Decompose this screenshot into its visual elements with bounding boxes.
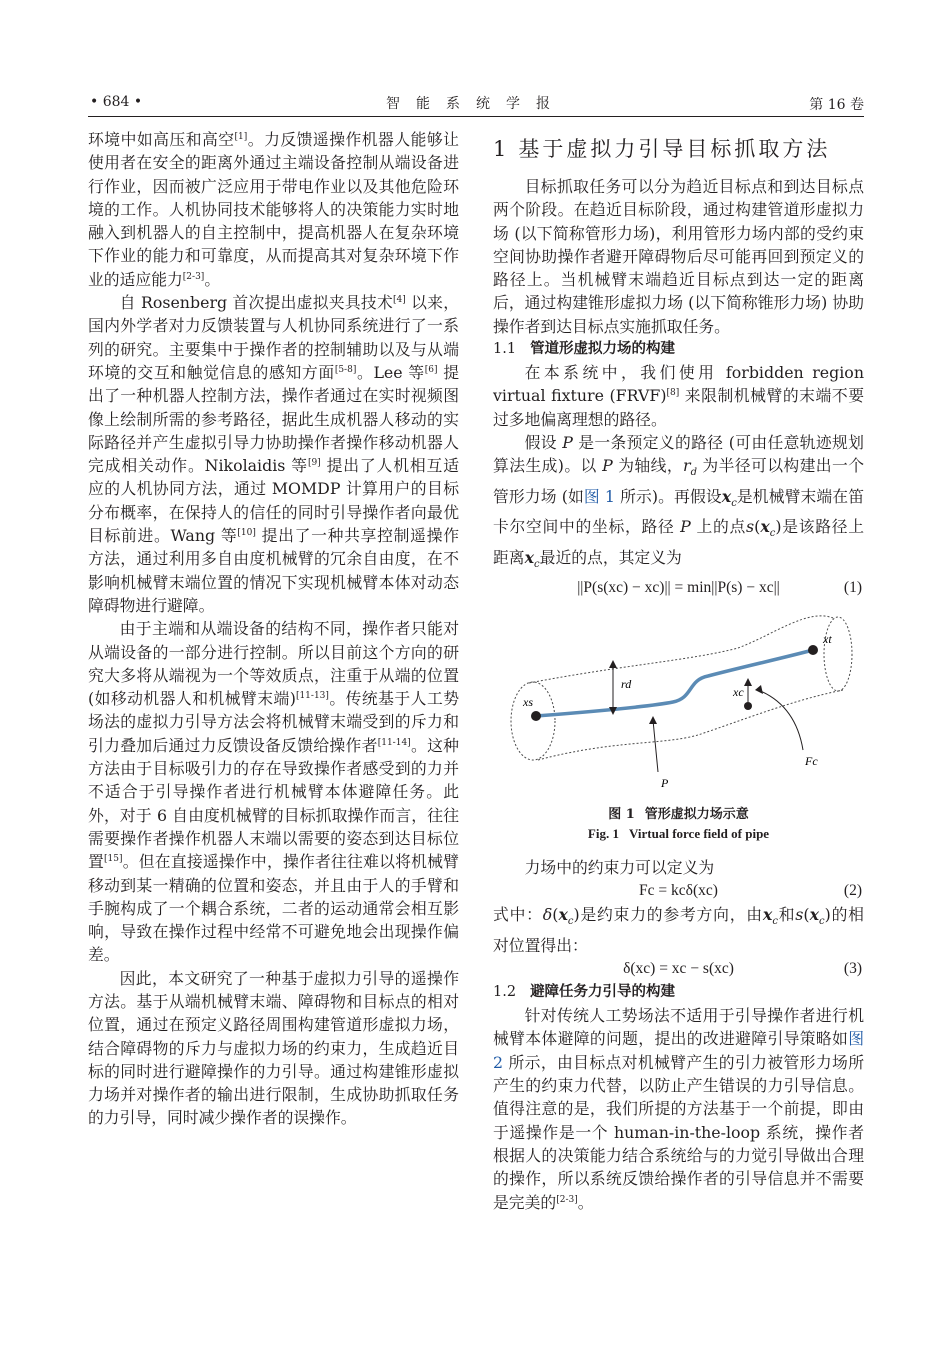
xt-label: xt <box>823 632 832 647</box>
avoidance-paragraph: 针对传统人工势场法不适用于引导操作者进行机械臂本体避障的问题，提出的改进避障引导策略如图 2 所示，由目标点对机械臂产生的引力被管形力场所产生的约束力代替，以防止产生错误的力引导信息。值得注意的是，我们所提的方法基于一个前提，即由于遥操作是一个 human-in-the-loop 系统，操作者根据人的决策能力结合系统给与的力觉引导做出合理的操作，所以系统反馈给操作者的引导信息并不需要是完美的[2-3]。 <box>493 1006 864 1212</box>
figure-link[interactable]: 图 1 <box>583 486 615 506</box>
citation[interactable]: [11-13] <box>295 691 329 702</box>
equation-3 <box>493 957 864 981</box>
paragraph-1: 环境中如高压和高空[1]。力反馈遥操作机器人能够让使用者在安全的距离外通过主端设备控制从端设备进行作业，因而被广泛应用于带电作业以及其他危险环境的工作。人机协同技术能够将人的决策能力实时地融入到机器人的自主控制中，提高机器人在复杂环境下作业的能力和可靠度，从而提高其对复杂环境下作业的适应能力[2-3]。 <box>88 130 459 289</box>
citation[interactable]: [10] <box>237 528 256 539</box>
pipe-force-field-diagram <box>493 610 864 805</box>
citation[interactable]: [6] <box>424 364 438 375</box>
citation[interactable]: [1] <box>234 132 248 142</box>
equation-1-body: ||P(s(xc) − xc)|| = min||P(s) − xc|| <box>577 579 780 597</box>
volume-label: 第 16 卷 <box>809 97 864 113</box>
tube-outline-lower <box>538 690 843 760</box>
section-heading: 1 基于虚拟力引导目标抓取方法 <box>493 137 831 161</box>
paragraph-3: 由于主端和从端设备的结构不同，操作者只能对从端设备的一部分进行控制。所以目前这个方向的研究大多将从端视为一个等效质点，注重于从端的位置 (如移动机器人和机械臂末端)[11-13]。传统基于人工势场法的虚拟力引导方法会将机械臂末端受到的斥力和引力叠加后通过力反馈设备反馈给操作者[11-14]。这种方法由于目标吸引力的存在导致操作者感受到的力并不适合于引导操作者进行机械臂本体避障任务。此外，对于 6 自由度机械臂的目标抓取操作而言，往往需要操作者操作机器人末端以需要的姿态到达目标位置[15]。但在直接遥操作中，操作者往往难以将机械臂移动到某一精确的位置和姿态，并且由于人的手臂和手腕构成了一个耦合系统，二者的运动通常会相互影响，导致在操作过程中经常不可避免地会出现操作偏差。 <box>88 619 459 965</box>
citation[interactable]: [15] <box>104 854 123 865</box>
citation[interactable]: [2-3] <box>182 271 205 282</box>
paragraph-4: 因此，本文研究了一种基于虚拟力引导的遥操作方法。基于从端机械臂末端、障碍物和目标点的相对位置，通过在预定义路径周围构建管道形虚拟力场，结合障碍物的斥力与虚拟力场的约束力，生成趋近目标的同时进行避障操作的力引导。通过构建锥形虚拟力场并对操作者的输出进行限制，生成协助抓取任务的力引导，同时减少操作者的误操作。 <box>88 968 459 1128</box>
constraint-force-paragraph: 力场中的约束力可以定义为 <box>524 858 715 878</box>
equation-3-body: δ(xc) = xc − s(xc) <box>623 960 734 978</box>
equation-2-number: (2) <box>843 882 862 900</box>
subsection-heading-1-1: 1.1 管道形虚拟力场的构建 <box>493 341 676 358</box>
xs-label: xs <box>523 695 533 710</box>
page-header <box>88 90 864 114</box>
equation-1 <box>493 576 864 600</box>
xc-label: xc <box>733 685 744 700</box>
xs-point <box>531 711 541 721</box>
figure-link[interactable]: 图 2 <box>493 1029 864 1072</box>
fc-label: Fc <box>805 754 818 769</box>
journal-name: 智能系统学报 <box>386 96 566 112</box>
equation-2 <box>493 879 864 903</box>
subsection-heading-1-2: 1.2 避障任务力引导的构建 <box>493 984 676 1001</box>
xt-point <box>808 645 818 655</box>
equation-2-body: Fc = kcδ(xc) <box>639 882 718 900</box>
figure-caption-en: Fig. 1 Virtual force field of pipe <box>587 826 770 842</box>
right-column <box>493 130 864 1214</box>
header-rule <box>88 116 864 117</box>
figure-1 <box>493 610 864 843</box>
citation[interactable]: [4] <box>393 295 406 306</box>
tube-outline <box>529 616 833 683</box>
equation-3-number: (3) <box>843 960 862 978</box>
path-curve <box>536 650 813 716</box>
section-intro-paragraph: 目标抓取任务可以分为趋近目标点和到达目标点两个阶段。在趋近目标阶段，通过构建管道形虚拟力场 (以下简称管形力场)，利用管形力场内部的受约束空间协助操作者避开障碍物后尽可能再回到预定义的路径上。当机械臂末端趋近目标点到达一定的距离后，通过构建锥形虚拟力场 (以下简称锥形力场) 协助操作者到达目标点实施抓取任务。 <box>493 177 864 336</box>
citation[interactable]: [11-14] <box>377 737 411 748</box>
left-column <box>88 128 459 1130</box>
equation-1-number: (1) <box>843 579 862 597</box>
path-definition-paragraph: 假设 P 是一条预定义的路径 (可由任意轨迹规划算法生成)。以 P 为轴线，$r_d$ 为半径可以构建出一个管形力场 (如图 1 所示)。再假设$x_c$是机械臂末端在笛卡尔空间中的坐标，路径 P 上的点$s(x_c)$是该路径上距离$x_c$最近的点，其定义为 <box>493 432 864 570</box>
tube-left-end <box>511 682 555 760</box>
page-number: • 684 • <box>90 94 143 110</box>
tube-right-end <box>824 617 852 691</box>
rd-label: rd <box>621 677 632 692</box>
citation[interactable]: [5-8] <box>334 364 357 375</box>
figure-caption-zh: 图 1 管形虚拟力场示意 <box>608 807 749 823</box>
delta-definition-paragraph: 式中：$\delta(x_c)$是约束力的参考方向，由$x_c$和$s(x_c)$的相对位置得出： <box>493 905 864 955</box>
paragraph-2: 自 Rosenberg 首次提出虚拟夹具技术[4] 以来，国内外学者对力反馈装置与人机协同系统进行了一系列的研究。主要集中于操作者的控制辅助以及与从端环境的交互和触觉信息的感知方面[5-8]。Lee 等[6] 提出了一种机器人控制方法，操作者通过在实时视频图像上绘制所需的参考路径，据此生成机器人移动的实际路径并产生虚拟引导力协助操作者操作移动机器人完成相关动作。Nikolaidis 等[9] 提出了人机相互适应的人机协同方法，通过 MOMDP 计算用户的目标分布概率，在保持人的信任的同时引导操作者向最优目标前进。Wang 等[10] 提出了一种共享控制遥操作方法，通过利用多自由度机械臂的冗余自由度，在不影响机械臂末端位置的情况下实现机械臂本体对动态障碍物进行避障。 <box>88 293 459 615</box>
citation[interactable]: [8] <box>666 388 680 399</box>
citation[interactable]: [9] <box>307 458 321 469</box>
citation[interactable]: [2-3] <box>556 1194 578 1205</box>
xc-point <box>744 702 752 710</box>
frvf-paragraph: 在本系统中，我们使用 forbidden region virtual fixture (FRVF)[8] 来限制机械臂的末端不要过多地偏离理想的路径。 <box>493 363 864 429</box>
p-label: P <box>661 776 669 791</box>
